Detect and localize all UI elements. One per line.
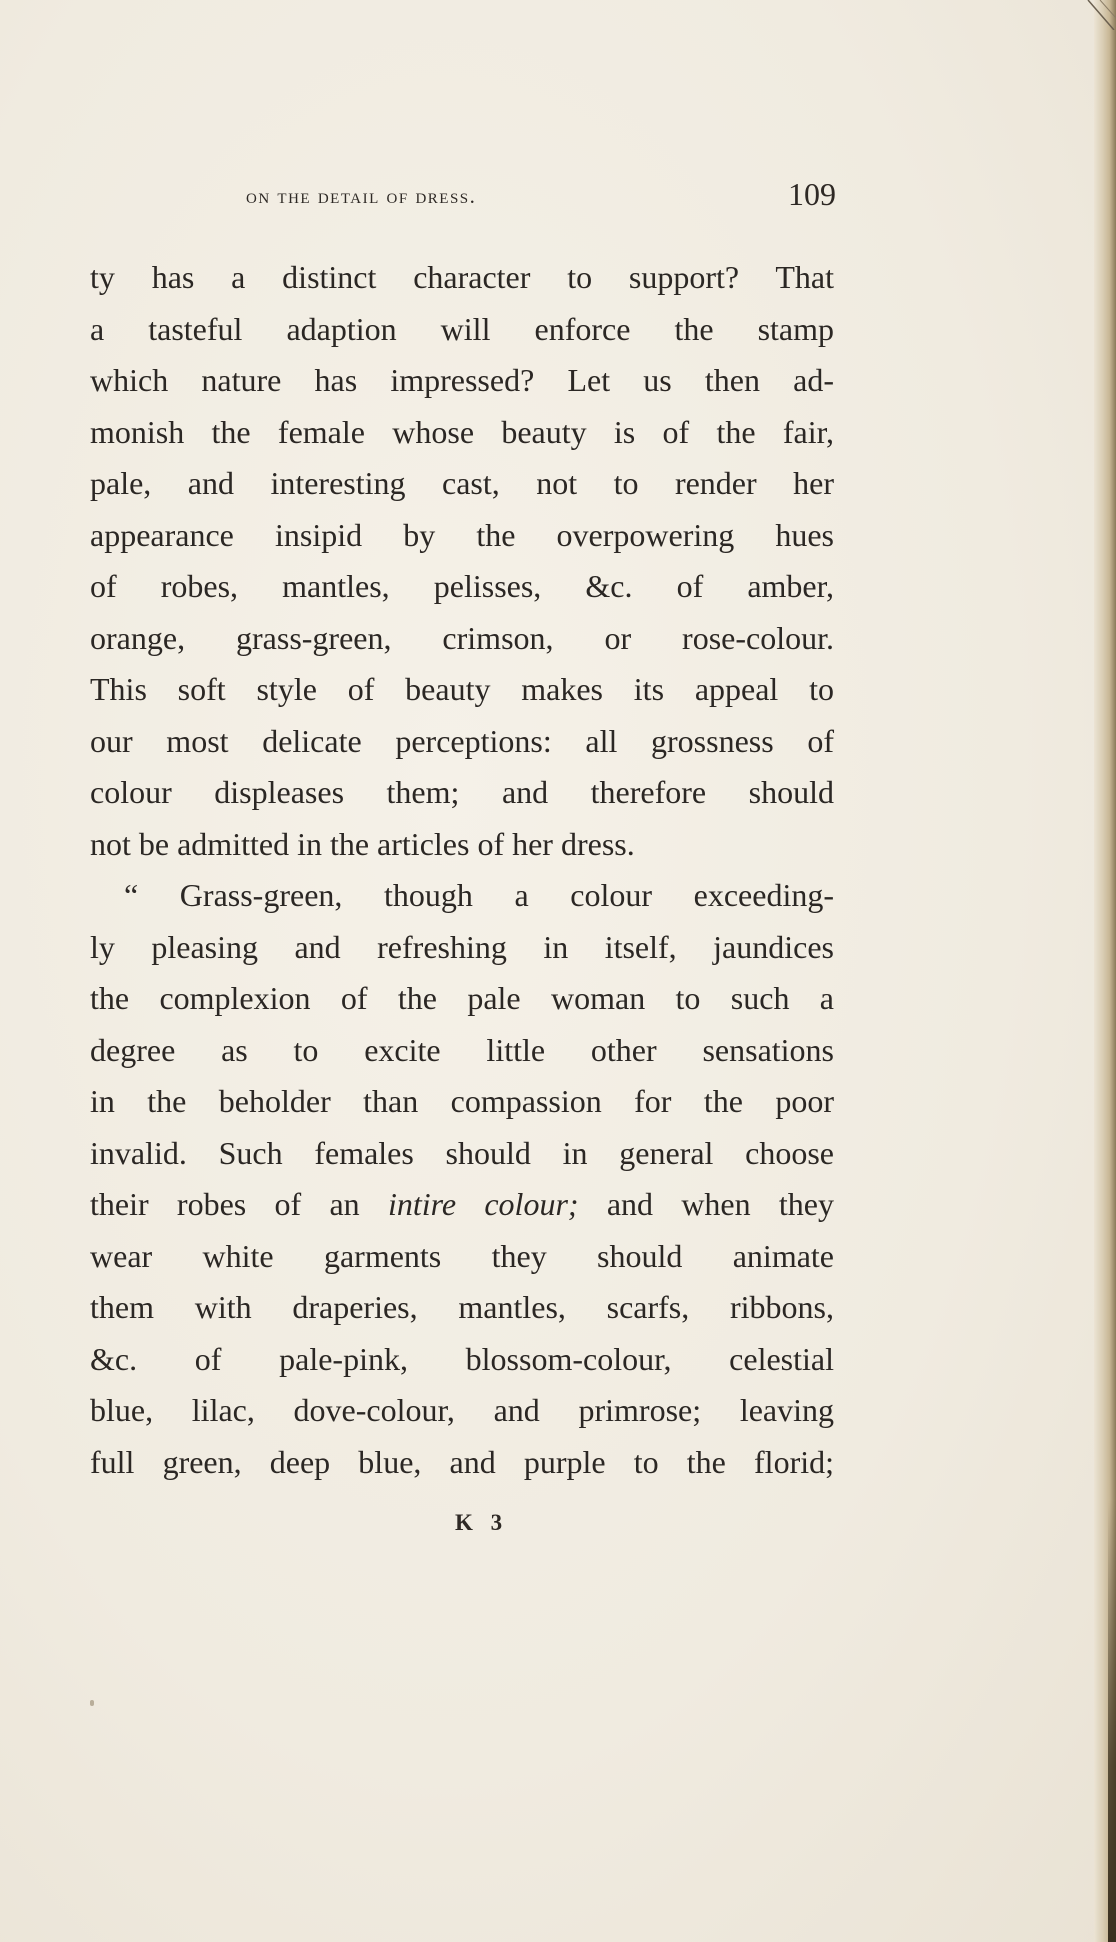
- text-line: ly pleasing and refreshing in itself, jaundices: [90, 928, 834, 965]
- text-line: ty has a distinct character to support? That: [90, 259, 834, 295]
- text-line: the complexion of the pale woman to such a: [90, 980, 834, 1016]
- page-number: 109: [788, 176, 836, 212]
- text-line: appearance insipid by the overpowering hues: [90, 516, 834, 553]
- text-segment: and when they: [578, 1186, 835, 1222]
- text-line: orange, grass-green, crimson, or rose-colour.: [90, 619, 834, 656]
- page-header: [246, 176, 836, 216]
- text-segment: their robes of an: [90, 1186, 388, 1222]
- text-line: This soft style of beauty makes its appeal to: [90, 671, 834, 707]
- paper-speck: [90, 1700, 94, 1706]
- text-line: full green, deep blue, and purple to the florid;: [90, 1443, 834, 1480]
- text-line: of robes, mantles, pelisses, &c. of amber,: [90, 568, 834, 604]
- page-edge-shadow: [1108, 1500, 1116, 1942]
- text-line: “ Grass-green, though a colour exceeding-: [124, 877, 834, 913]
- body-text: [90, 252, 834, 1488]
- text-line: pale, and interesting cast, not to render her: [90, 465, 834, 501]
- text-line: [90, 1179, 834, 1231]
- text-line: not be admitted in the articles of her dress.: [90, 825, 635, 862]
- italic-phrase: intire colour;: [387, 1186, 579, 1222]
- text-line: in the beholder than compassion for the poor: [90, 1083, 834, 1119]
- text-line: wear white garments they should animate: [90, 1237, 834, 1274]
- text-line: colour displeases them; and therefore should: [90, 774, 834, 810]
- text-line: blue, lilac, dove-colour, and primrose; leaving: [90, 1392, 834, 1428]
- signature-mark: K 3: [455, 1510, 509, 1535]
- text-line: monish the female whose beauty is of the fair,: [90, 413, 834, 450]
- text-line: our most delicate perceptions: all grossness of: [90, 722, 834, 759]
- text-line: them with draperies, mantles, scarfs, ribbons,: [90, 1289, 834, 1325]
- text-line: invalid. Such females should in general choose: [90, 1134, 834, 1171]
- text-line: a tasteful adaption will enforce the stamp: [90, 310, 834, 347]
- text-line: which nature has impressed? Let us then ad-: [90, 362, 834, 398]
- text-line: degree as to excite little other sensations: [90, 1031, 834, 1068]
- corner-fold-icon: [1086, 0, 1116, 30]
- text-line: &c. of pale-pink, blossom-colour, celestial: [90, 1340, 834, 1377]
- running-head: on the detail of dress.: [246, 184, 477, 208]
